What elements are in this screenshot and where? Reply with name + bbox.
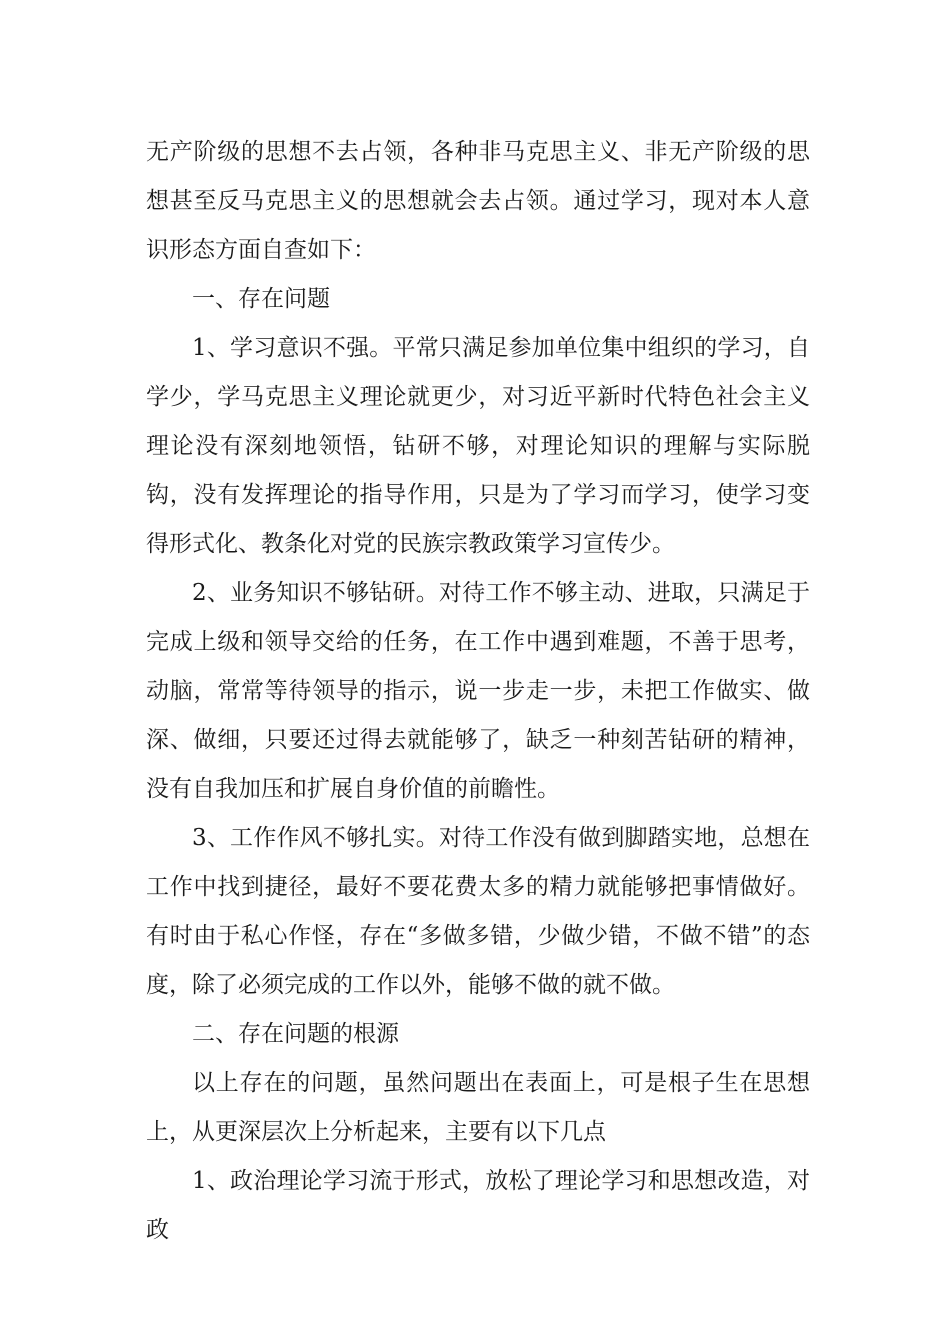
document-body bbox=[146, 128, 810, 1255]
paragraph-problem-2: 2、业务知识不够钻研。对待工作不够主动、进取，只满足于完成上级和领导交给的任务，在工作中遇到难题，不善于思考，动脑，常常等待领导的指示，说一步走一步，未把工作做实、做深、做细，只要还过得去就能够了，缺乏一种刻苦钻研的精神，没有自我加压和扩展自身价值的前瞻性。 bbox=[146, 580, 810, 802]
paragraph-root-causes-intro: 以上存在的问题，虽然问题出在表面上，可是根子生在思想上，从更深层次上分析起来，主要有以下几点 bbox=[146, 1070, 810, 1145]
paragraph-root-cause-1: 1、政治理论学习流于形式，放松了理论学习和思想改造，对政 bbox=[146, 1168, 810, 1243]
section-heading-root-causes: 二、存在问题的根源 bbox=[192, 1021, 399, 1047]
paragraph-problem-3: 3、工作作风不够扎实。对待工作没有做到脚踏实地，总想在工作中找到捷径，最好不要花费太多的精力就能够把事情做好。有时由于私心作怪，存在“多做多错，少做少错，不做不错”的态度，除了必须完成的工作以外，能够不做的就不做。 bbox=[146, 825, 810, 998]
section-heading-problems: 一、存在问题 bbox=[192, 286, 330, 312]
paragraph-continuation: 无产阶级的思想不去占领，各种非马克思主义、非无产阶级的思想甚至反马克思主义的思想就会去占领。通过学习，现对本人意识形态方面自查如下： bbox=[146, 139, 810, 263]
paragraph-problem-1: 1、学习意识不强。平常只满足参加单位集中组织的学习，自学少，学马克思主义理论就更少，对习近平新时代特色社会主义理论没有深刻地领悟，钻研不够，对理论知识的理解与实际脱钩，没有发挥理论的指导作用，只是为了学习而学习，使学习变得形式化、教条化对党的民族宗教政策学习宣传少。 bbox=[146, 335, 810, 557]
